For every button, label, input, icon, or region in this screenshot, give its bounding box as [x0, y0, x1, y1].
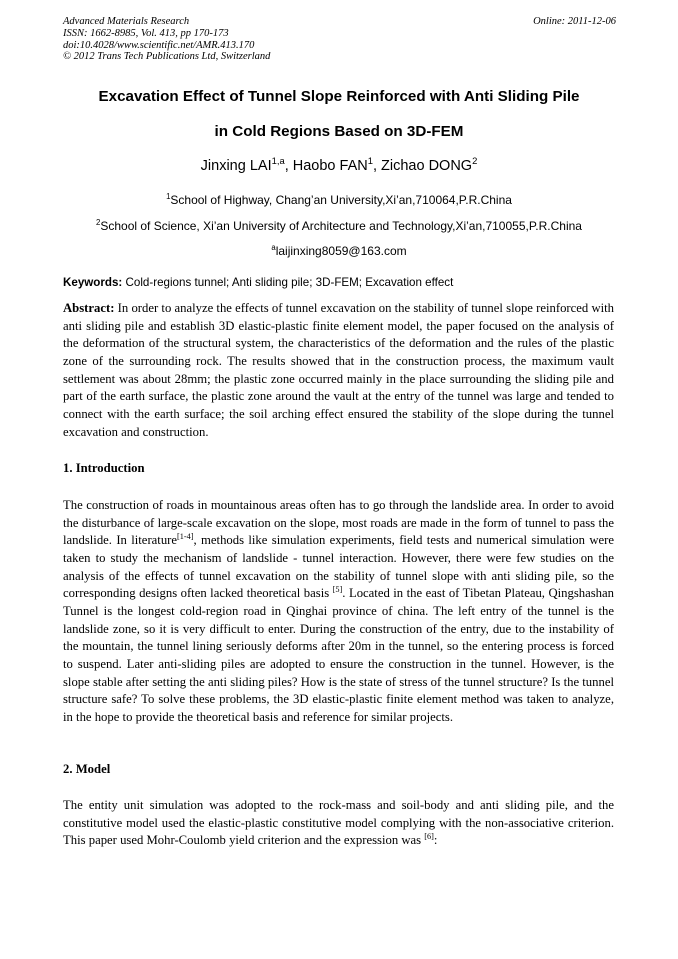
journal-info: [63, 16, 270, 63]
abstract-label: Abstract:: [63, 301, 115, 315]
copyright-line: © 2012 Trans Tech Publications Ltd, Switzerland: [63, 51, 271, 63]
author-separator: ,: [372, 158, 377, 174]
email-mark: a: [271, 243, 276, 252]
citation: [6]: [424, 832, 434, 842]
author-affiliation-mark: 1: [367, 155, 373, 167]
affiliation-2: [0, 219, 678, 233]
paragraph-text: The construction of roads in mountainous areas often has to go through the landslide area. In order to avoid the disturbance of large-scale excavation on the slope, most roads are made in the form of tunnel to pass the landslide. In literature: [63, 498, 614, 548]
affiliation-1: [0, 193, 678, 207]
affiliation-mark: 2: [96, 218, 101, 227]
author-separator: ,: [284, 158, 289, 174]
paper-title-line-1: Excavation Effect of Tunnel Slope Reinforced with Anti Sliding Pile: [98, 88, 580, 105]
affiliation-mark: 1: [166, 192, 171, 201]
doi-line: doi:10.4028/www.scientific.net/AMR.413.170: [63, 39, 255, 51]
author-affiliation-mark: 1,a: [271, 155, 285, 167]
keywords-label: Keywords:: [63, 276, 123, 289]
model-paragraph: [63, 797, 614, 850]
online-date: Online: 2011-12-06: [533, 16, 616, 27]
paragraph-text: , methods like simulation experiments, field tests and numerical simulation were taken to study the mechanism of landslide - tunnel interaction. However, there were few studies on the analysis of the effects of tunnel excavation on the stability of tunnel slope with anti sliding pile, so the corresponding designs often lacked theoretical basis: [63, 533, 614, 601]
paragraph-text: . Located in the east of Tibetan Plateau, Qingshashan Tunnel is the longest cold-region road in Qinghai province of china. The left entry of the tunnel is the landslide zone, so it is very difficult to enter. During the construction of the entry, due to the instability of the mountain, the tunnel lining seriously deforms after 20m in the tunnel, so the entering process is forced to suspend. Later anti-sliding piles are adopted to ensure the construction in the tunnel. However, is the slope stable after setting the anti sliding piles? How is the state of stress of the tunnel structure? Is the tunnel structure safe? To solve these problems, the 3D elastic-plastic finite element method was taken to analyze, in the hope to provide the theoretical basis and reference for similar projects.: [63, 586, 614, 724]
issn-line: ISSN: 1662-8985, Vol. 413, pp 170-173: [63, 27, 229, 39]
abstract: [63, 300, 614, 441]
keywords-text: Cold-regions tunnel; Anti sliding pile; 3D-FEM; Excavation effect: [125, 276, 454, 289]
paragraph-text: The entity unit simulation was adopted to the rock-mass and soil-body and anti sliding pile, and the constitutive model used the elastic-plastic constitutive model complying with the non-associative criterion. This paper used Mohr-Coulomb yield criterion and the expression was: [63, 798, 614, 848]
section-heading-introduction: 1. Introduction: [63, 461, 145, 475]
author-email: [0, 244, 678, 258]
affiliation-text: School of Highway, Chang’an University,Xi’an,710064,P.R.China: [170, 193, 512, 207]
email-address[interactable]: laijinxing8059@163.com: [275, 244, 407, 258]
author-list: [0, 155, 678, 174]
affiliation-text: School of Science, Xi’an University of Architecture and Technology,Xi’an,710055,P.R.China: [100, 219, 582, 233]
citation: [5]: [332, 585, 343, 595]
author-affiliation-mark: 2: [472, 155, 478, 167]
abstract-text: In order to analyze the effects of tunnel excavation on the stability of tunnel slope reinforced with anti sliding pile and establish 3D elastic-plastic finite element model, the paper focused on the analysis of the deformation of the structural system, the characteristics of the deformation and the rules of the plastic zone of the surrounding rock. The results showed that in the construction process, the maximum vault settlement was about 28mm; the plastic zone occurred mainly in the place surrounding the sliding pile and part of the earth surface, the plastic zone around the vault at the entry of the tunnel was large and tended to connect with the earth surface; the soil arching effect ensured the stability of the slope during the tunnel excavation and construction.: [63, 301, 615, 439]
section-heading-model: 2. Model: [63, 762, 111, 776]
keywords: [63, 276, 616, 289]
journal-name: Advanced Materials Research: [63, 16, 190, 27]
paragraph-text: :: [433, 833, 438, 848]
citation: [1-4]: [177, 532, 194, 542]
introduction-paragraph: [63, 497, 614, 727]
author-name: Jinxing LAI: [200, 158, 272, 174]
author-name: Zichao DONG: [381, 158, 473, 174]
author-name: Haobo FAN: [292, 158, 368, 174]
paper-title-line-2: in Cold Regions Based on 3D-FEM: [214, 123, 464, 140]
